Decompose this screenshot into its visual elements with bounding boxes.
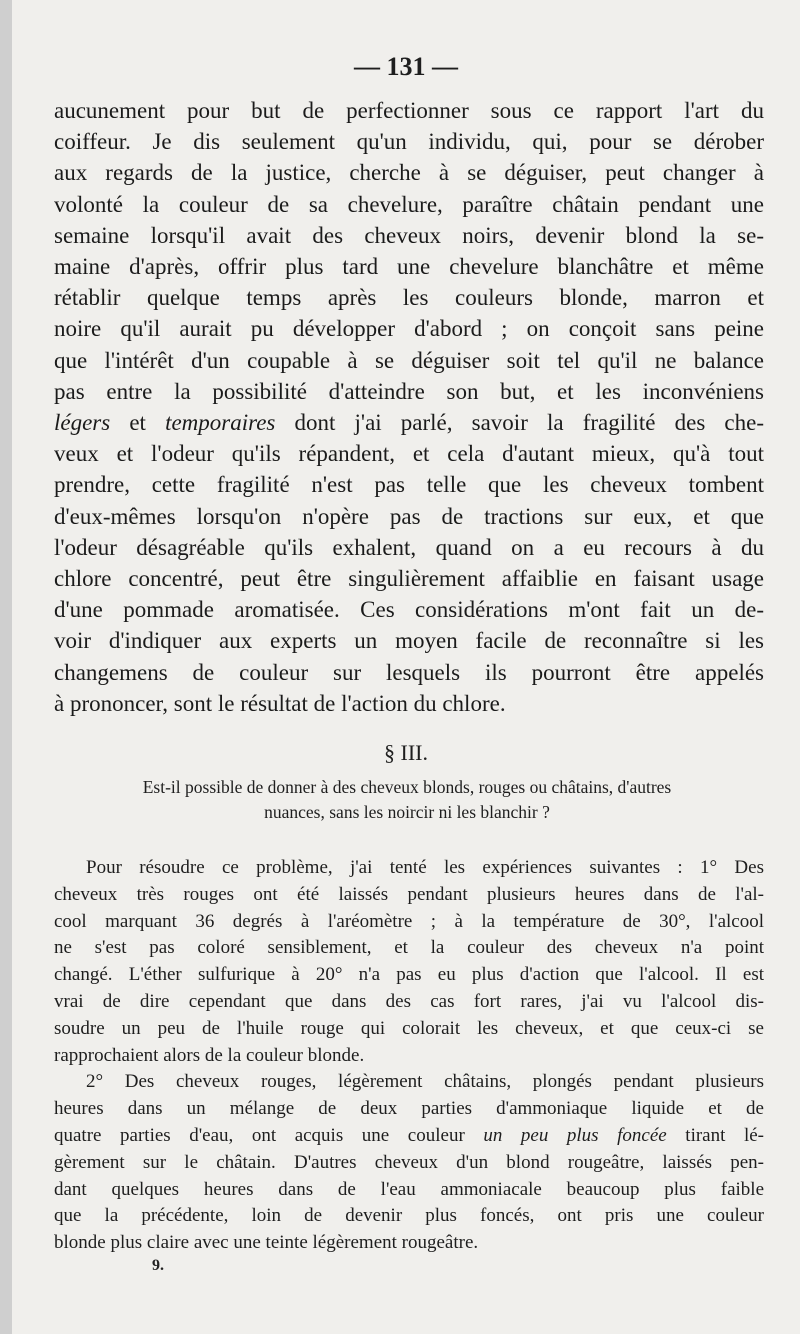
text-line xyxy=(54,1123,764,1150)
text-line: coiffeur. Je dis seulement qu'un individu, qui, pour se dérober xyxy=(54,129,764,155)
question-line: nuances, sans les noircir ni les blanchir ? xyxy=(264,802,550,822)
text-line: d'une pommade aromatisée. Ces considérations m'ont fait un de- xyxy=(54,597,764,623)
text-line: que l'intérêt d'un coupable à se déguiser soit tel qu'il ne balance xyxy=(54,347,764,373)
text-line: changemens de couleur sur lesquels ils pourront être appelés xyxy=(54,659,764,685)
text-line: dant quelques heures dans de l'eau ammoniacale beaucoup plus faible xyxy=(54,1178,764,1200)
page-number: — 131 — xyxy=(354,52,458,81)
text-line: chlore concentré, peut être singulièrement affaiblie en faisant usage xyxy=(54,566,764,592)
text-line: maine d'après, offrir plus tard une chevelure blanchâtre et même xyxy=(54,254,764,280)
text-line xyxy=(54,407,764,438)
italic-phrase: un peu plus foncée xyxy=(483,1124,667,1146)
signature-mark: 9. xyxy=(152,1257,164,1274)
text-line: volonté la couleur de sa chevelure, paraître châtain pendant une xyxy=(54,191,764,217)
text-line: rapprochaient alors de la couleur blonde. xyxy=(54,1044,365,1066)
text-line: aucunement pour but de perfectionner sous ce rapport l'art du xyxy=(54,98,764,123)
text-line: blonde plus claire avec une teinte légèrement rougeâtre. xyxy=(54,1232,479,1254)
section-question xyxy=(82,775,732,825)
text-line: aux regards de la justice, cherche à se déguiser, peut changer à xyxy=(54,160,764,186)
text-fragment: dont j'ai parlé, savoir la fragilité des che- xyxy=(275,410,764,436)
text-line: pas entre la possibilité d'atteindre son but, et les inconvéniens xyxy=(54,378,764,404)
text-line: à prononcer, sont le résultat de l'action du chlore. xyxy=(54,690,506,716)
text-line: prendre, cette fragilité n'est pas telle que les cheveux tombent xyxy=(54,472,764,498)
text-line: changé. L'éther sulfurique à 20° n'a pas eu plus d'action que l'alcool. Il est xyxy=(54,964,764,986)
book-page xyxy=(12,0,800,1334)
text-line: semaine lorsqu'il avait des cheveux noirs, devenir blond la se- xyxy=(54,222,764,248)
section-heading: § III. xyxy=(384,740,428,765)
text-line: Pour résoudre ce problème, j'ai tenté les expériences suivantes : 1° Des xyxy=(86,857,764,878)
text-fragment: quatre parties d'eau, ont acquis une couleur xyxy=(54,1124,484,1146)
text-line: cool marquant 36 degrés à l'aréomètre ; à la température de 30°, l'alcool xyxy=(54,910,764,932)
paragraph-1 xyxy=(54,95,764,719)
text-line: cheveux très rouges ont été laissés pendant plusieurs heures dans de l'al- xyxy=(54,883,764,905)
text-line: voir d'indiquer aux experts un moyen facile de reconnaître si les xyxy=(54,628,764,654)
text-line: d'eux-mêmes lorsqu'on n'opère pas de tractions sur eux, et que xyxy=(54,503,764,529)
text-line: ne s'est pas coloré sensiblement, et la couleur des cheveux n'a point xyxy=(54,937,764,959)
text-fragment: tirant lé- xyxy=(666,1124,765,1146)
text-line: vrai de dire cependant que dans des cas fort rares, j'ai vu l'alcool dis- xyxy=(54,990,764,1012)
text-fragment: et xyxy=(110,410,166,436)
text-line: 2° Des cheveux rouges, légèrement châtains, plongés pendant plusieurs xyxy=(86,1071,764,1093)
italic-word: temporaires xyxy=(165,410,276,436)
text-line: veux et l'odeur qu'ils répandent, et cela d'autant mieux, qu'à tout xyxy=(54,441,764,467)
paragraphs-small xyxy=(54,855,764,1257)
text-line: l'odeur désagréable qu'ils exhalent, quand on a eu recours à du xyxy=(54,534,764,560)
text-line: rétablir quelque temps après les couleurs blonde, marron et xyxy=(54,285,764,311)
text-line: que la précédente, loin de devenir plus foncés, ont pris une couleur xyxy=(54,1205,764,1227)
question-line: Est-il possible de donner à des cheveux blonds, rouges ou châtains, d'autres xyxy=(142,777,672,797)
text-line: soudre un peu de l'huile rouge qui colorait les cheveux, et que ceux-ci se xyxy=(54,1017,764,1039)
text-line: heures dans un mélange de deux parties d'ammoniaque liquide et de xyxy=(54,1098,764,1120)
italic-word: légers xyxy=(54,410,111,436)
text-line: gèrement sur le châtain. D'autres cheveux d'un blond rougeâtre, laissés pen- xyxy=(54,1151,764,1173)
text-line: noire qu'il aurait pu développer d'abord ; on conçoit sans peine xyxy=(54,316,764,342)
